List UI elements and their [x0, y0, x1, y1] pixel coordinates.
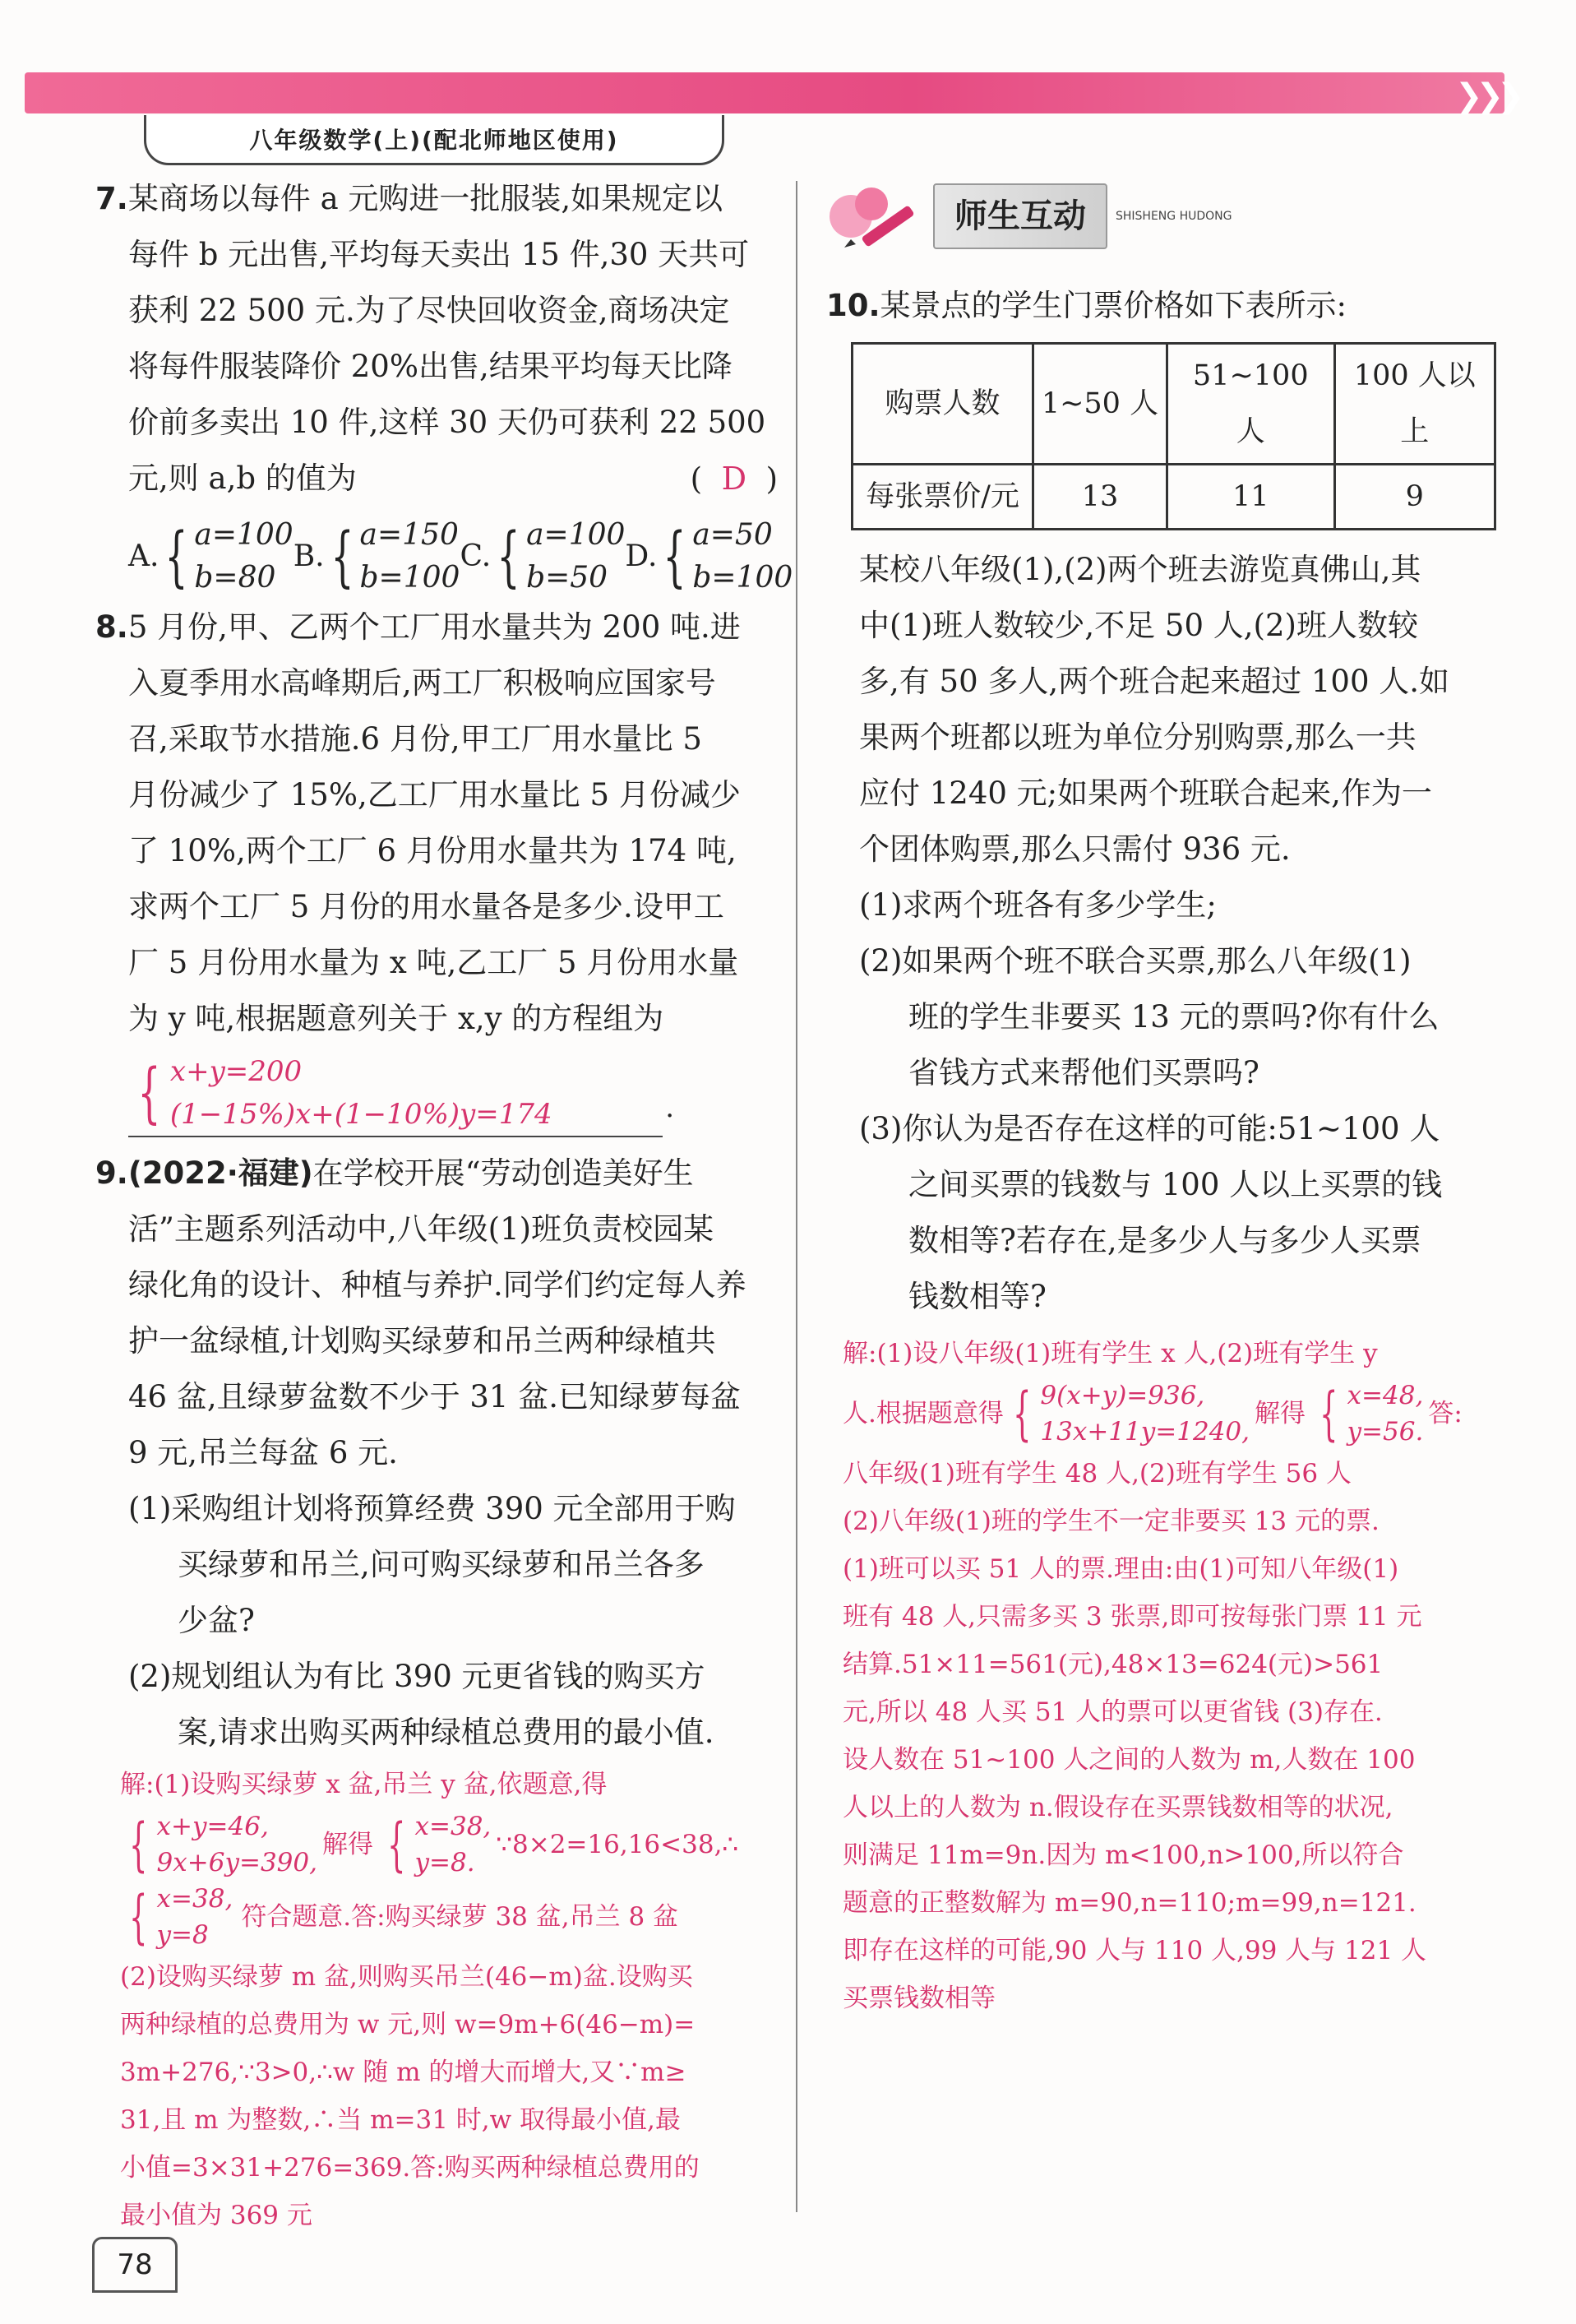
q7-line: 获利 22 500 元.为了尽快回收资金,商场决定 — [128, 293, 730, 328]
q9-sub1: 少盆? — [178, 1603, 255, 1638]
q10-sub1: (1)求两个班各有多少学生; — [859, 887, 1217, 923]
q10-intro: 某景点的学生门票价格如下表所示: — [880, 288, 1347, 323]
q10-sub3: 钱数相等? — [908, 1279, 1047, 1314]
q10-line: 中(1)班人数较少,不足 50 人,(2)班人数较 — [859, 608, 1418, 643]
q10-sub3: 之间买票的钱数与 100 人以上买票的钱 — [908, 1167, 1443, 1202]
question-10 — [826, 278, 1496, 2022]
question-source: (2022·福建) — [127, 1155, 313, 1191]
question-9 — [95, 1146, 778, 2239]
answer-bracket: ( D ) — [690, 461, 778, 497]
q8-answer: { x+y=200 (1−15%)x+(1−10%)y=174 . — [95, 1050, 778, 1137]
question-number: 7. — [95, 181, 128, 216]
q7-line: 将每件服装降价 20%出售,结果平均每天比降 — [128, 349, 733, 384]
q9-sub2: (2)规划组认为有比 390 元更省钱的购买方 — [128, 1659, 705, 1694]
q9-line: 9 元,吊兰每盆 6 元. — [128, 1435, 398, 1470]
ticket-price-table — [851, 342, 1496, 530]
q9-sub1: (1)采购组计划将预算经费 390 元全部用于购 — [128, 1491, 736, 1526]
table-cell: 13 — [1033, 465, 1167, 530]
option-b: B. { a=150 b=100 — [293, 518, 460, 595]
question-number: 8. — [95, 609, 128, 645]
option-a: A. { a=100 b=80 — [128, 518, 293, 595]
q9-line: 在学校开展“劳动创造美好生 — [312, 1155, 694, 1191]
section-banner — [826, 171, 1496, 262]
table-cell: 1~50 人 — [1033, 344, 1167, 465]
q9-solution: 解:(1)设购买绿萝 x 盆,吊兰 y 盆,依题意,得 { x+y=46, 9x+6y=390, 解得 { x=38, y=8. ∵8×2=16,16<38,∴ { x=38, y=8 符合题意.答:购买绿萝 38 盆,吊兰 8 盆 (2)设购买绿萝 m 盆,则购买吊兰(46−m)盆.设购买 两种绿植的总费用为 w 元,则 w=9m+6(46−m)= 3m+276,∵3>0,∴w 随 m 的增大而增大,又∵m≥ 31,且 m 为整数,∴当 m=31 时,w 取得最小值,最 小值=3×31+276=369.答:购买两种绿植总费用的 最小值为 369 元 — [120, 1770, 739, 2230]
q10-line: 果两个班都以班为单位分别购票,那么一共 — [859, 720, 1417, 755]
table-cell: 100 人以上 — [1334, 344, 1495, 465]
q10-solution: 解:(1)设八年级(1)班有学生 x 人,(2)班有学生 y 人.根据题意得 { 9(x+y)=936, 13x+11y=1240, 解得 { x=48, y=56. 答: 八年级(1)班有学生 48 人,(2)班有学生 56 人 (2)八年级(1)班的学生不一定非要买 13 元的票. (1)班可以买 51 人的票.理由:由(1)可知八年级(1) 班有 48 人,只需多买 3 张票,即可按每张门票 11 元 结算.51×11=561(元),48×13=624(元)>561 元,所以 48 人买 51 人的票可以更省钱 (3)存在. 设人数在 51~100 人之间的人数为 m,人数在 100 人以上的人数为 n.假设存在买票钱数相等的状况, 则满足 11m=9n.因为 m<100,n>100,所以符合 题意的正整数解为 m=90,n=110;m=99,n=121. 即存在这样的可能,90 人与 110 人,99 人与 121 人 买票钱数相等 — [843, 1339, 1463, 2013]
q9-sub1: 买绿萝和吊兰,问可购买绿萝和吊兰各多 — [178, 1547, 705, 1582]
q8-line: 求两个工厂 5 月份的用水量各是多少.设甲工 — [128, 889, 724, 924]
q9-line: 活”主题系列活动中,八年级(1)班负责校园某 — [128, 1211, 714, 1247]
option-c: C. { a=100 b=50 — [460, 518, 626, 595]
q10-sub2: 省钱方式来帮他们买票吗? — [908, 1055, 1259, 1090]
table-row — [853, 465, 1495, 530]
table-cell: 51~100 人 — [1167, 344, 1334, 465]
q7-line: 价前多卖出 10 件,这样 30 天仍可获利 22 500 — [128, 405, 766, 440]
q9-line: 护一盆绿植,计划购买绿萝和吊兰两种绿植共 — [128, 1323, 716, 1359]
q8-line: 召,采取节水措施.6 月份,甲工厂用水量比 5 — [128, 721, 702, 757]
q8-line: 月份减少了 15%,乙工厂用水量比 5 月份减少 — [128, 777, 741, 812]
q8-line: 为 y 吨,根据题意列关于 x,y 的方程组为 — [128, 1001, 664, 1036]
q7-line: 每件 b 元出售,平均每天卖出 15 件,30 天共可 — [128, 237, 750, 272]
column-divider — [796, 181, 797, 2212]
table-cell: 购票人数 — [853, 344, 1033, 465]
question-8 — [95, 600, 778, 1137]
table-cell: 11 — [1167, 465, 1334, 530]
table-row — [853, 344, 1495, 465]
table-cell: 9 — [1334, 465, 1495, 530]
q9-line: 绿化角的设计、种植与养护.同学们约定每人养 — [128, 1267, 746, 1303]
q8-line: 了 10%,两个工厂 6 月份用水量共为 174 吨, — [128, 833, 737, 868]
right-column — [826, 171, 1496, 2022]
question-number: 9. — [95, 1155, 128, 1191]
q10-sub3: (3)你认为是否存在这样的可能:51~100 人 — [859, 1111, 1440, 1146]
pen-icon — [826, 175, 925, 257]
answer-choice: D — [721, 461, 747, 497]
q10-line: 多,有 50 多人,两个班合起来超过 100 人.如 — [859, 664, 1450, 699]
q7-line: 元,则 a,b 的值为 — [128, 461, 357, 496]
q8-line: 5 月份,甲、乙两个工厂用水量共为 200 吨.进 — [127, 609, 741, 645]
options-row — [95, 514, 793, 600]
q9-line: 46 盆,且绿萝盆数不少于 31 盆.已知绿萝每盆 — [128, 1379, 741, 1414]
q8-line: 入夏季用水高峰期后,两工厂积极响应国家号 — [128, 665, 716, 701]
page-number: 78 — [92, 2237, 178, 2293]
q10-line: 某校八年级(1),(2)两个班去游览真佛山,其 — [859, 552, 1421, 587]
header-band — [25, 72, 1504, 113]
chevrons-icon: ❯❯❯ — [1455, 77, 1518, 115]
section-title: 师生互动 — [933, 183, 1107, 249]
q10-sub2: (2)如果两个班不联合买票,那么八年级(1) — [859, 943, 1412, 979]
question-number: 10. — [826, 288, 880, 323]
q7-line: 某商场以每件 a 元购进一批服装,如果规定以 — [127, 181, 723, 216]
option-d: D. { a=50 b=100 — [625, 518, 793, 595]
q9-sub2: 案,请求出购买两种绿植总费用的最小值. — [178, 1715, 714, 1750]
q8-line: 厂 5 月份用水量为 x 吨,乙工厂 5 月份用水量 — [128, 945, 739, 980]
question-7 — [95, 171, 793, 600]
page-header-title: 八年级数学(上)(配北师地区使用) — [144, 115, 724, 165]
section-subtitle: SHISHENG HUDONG — [1116, 210, 1232, 223]
q10-sub2: 班的学生非要买 13 元的票吗?你有什么 — [908, 999, 1440, 1035]
left-column — [95, 171, 793, 2239]
q10-line: 个团体购票,那么只需付 936 元. — [859, 831, 1291, 867]
table-cell: 每张票价/元 — [853, 465, 1033, 530]
q10-sub3: 数相等?若存在,是多少人与多少人买票 — [908, 1223, 1421, 1258]
q10-line: 应付 1240 元;如果两个班联合起来,作为一 — [859, 775, 1432, 811]
